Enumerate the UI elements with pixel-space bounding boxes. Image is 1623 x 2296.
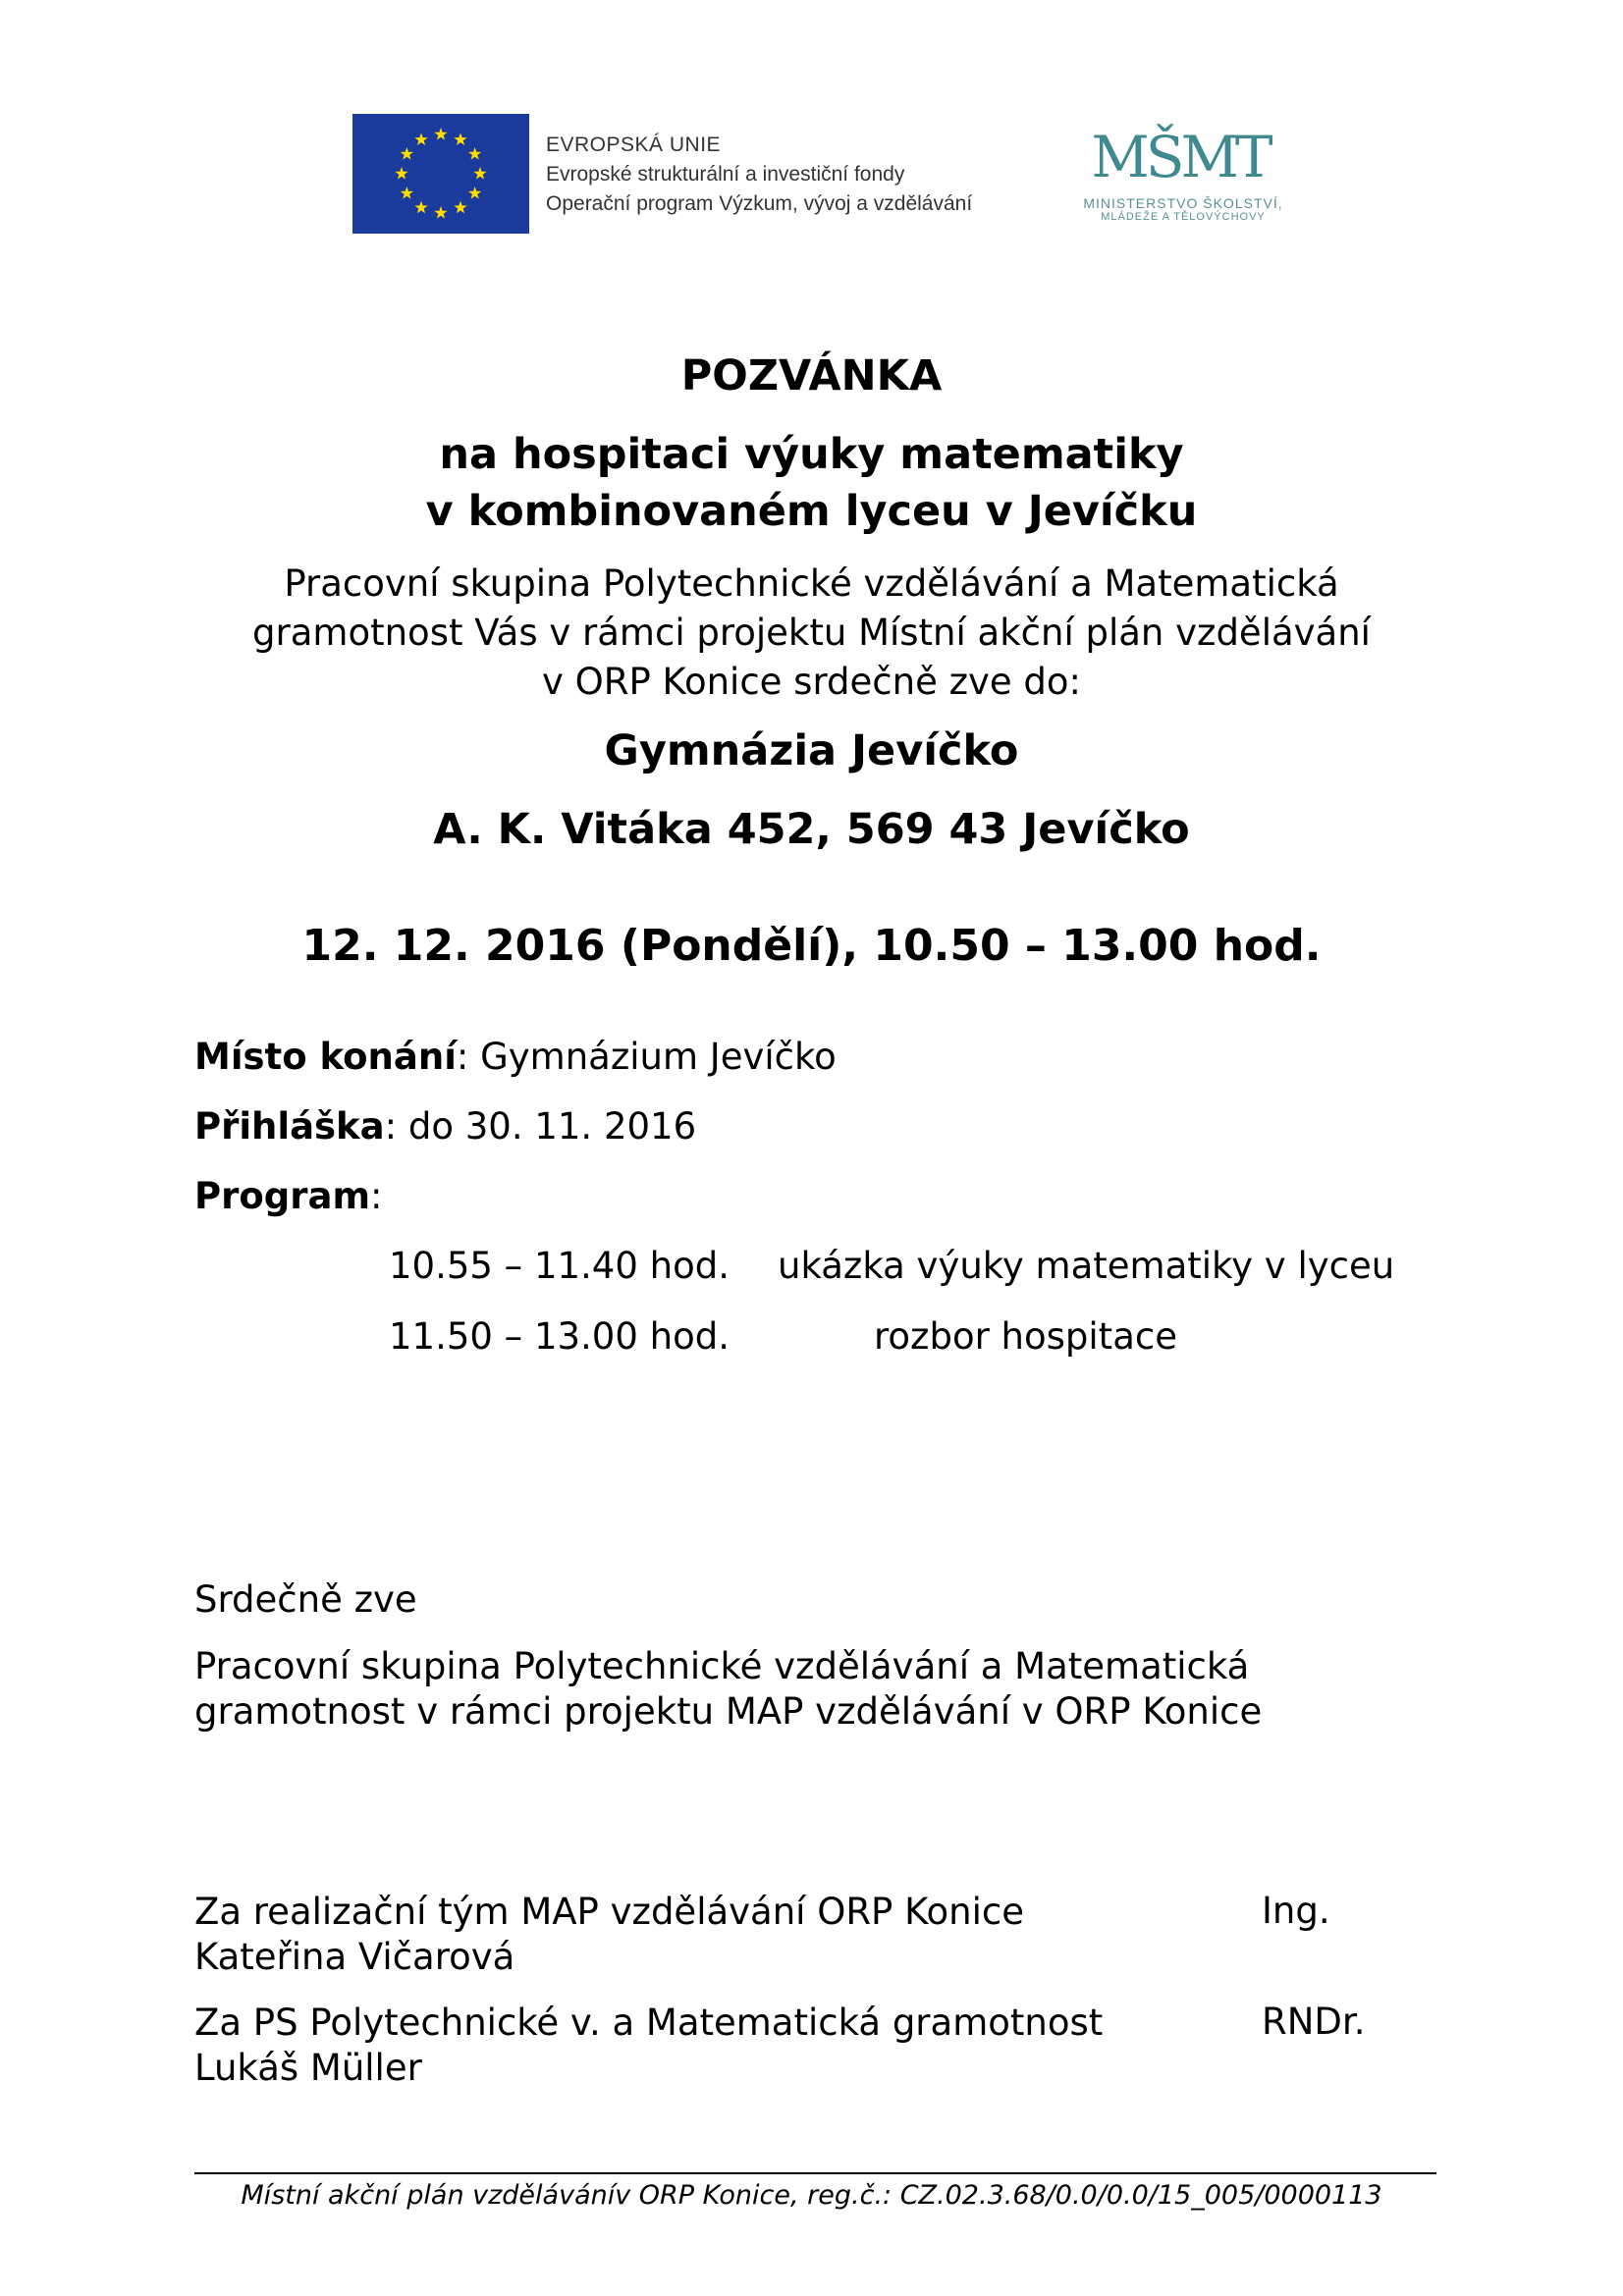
school-address: A. K. Vitáka 452, 569 43 Jevíčko — [433, 805, 1190, 854]
footer-text: Místní akční plán vzdělávánív ORP Konice, reg.č.: CZ.02.3.68/0.0/0.0/15_005/0000113 — [241, 2180, 1382, 2211]
msmt-caption — [1055, 196, 1311, 224]
subtitle — [0, 426, 1623, 540]
schedule-activity-2: rozbor hospitace — [874, 1315, 1177, 1358]
place-label: Místo konání — [194, 1036, 457, 1078]
eu-caption-line2: Evropské strukturální a investiční fondy — [546, 163, 905, 186]
subtitle-line1: na hospitaci výuky matematiky — [439, 430, 1184, 479]
signature-2-line1: Za PS Polytechnické v. a Matematická gramotnost — [194, 2002, 1104, 2044]
signature-1 — [194, 1890, 1024, 1980]
eu-flag-logo — [352, 114, 529, 234]
closing-group-line1: Pracovní skupina Polytechnické vzdělávání a Matematická — [194, 1645, 1250, 1687]
intro-paragraph — [0, 560, 1623, 707]
eu-caption-line3: Operační program Výzkum, vývoj a vzdělávání — [546, 192, 973, 215]
msmt-logo-mark — [1065, 116, 1296, 194]
registration-row — [194, 1105, 696, 1148]
signature-1-line2: Kateřina Vičarová — [194, 1936, 515, 1978]
intro-line1: Pracovní skupina Polytechnické vzdělávání a Matematická — [284, 562, 1339, 605]
schedule-time-2: 11.50 – 13.00 hod. — [389, 1315, 730, 1358]
signature-2 — [194, 2001, 1103, 2091]
intro-line3: v ORP Konice srdečně zve do: — [541, 661, 1082, 703]
eu-caption-line1: EVROPSKÁ UNIE — [546, 133, 722, 156]
eu-stars-icon — [352, 114, 529, 234]
closing-invite: Srdečně zve — [194, 1578, 417, 1621]
schedule-time-1: 10.55 – 11.40 hod. — [389, 1245, 730, 1287]
program-colon: : — [370, 1175, 383, 1217]
msmt-caption-line2: MLÁDEŽE A TĚLOVÝCHOVY — [1101, 211, 1266, 223]
schedule-activity-1: ukázka výuky matematiky v lyceu — [778, 1245, 1395, 1287]
program-label: Program — [194, 1175, 371, 1217]
signature-2-line2: Lukáš Müller — [194, 2047, 422, 2089]
place-row — [194, 1036, 837, 1078]
intro-line2: gramotnost Vás v rámci projektu Místní akční plán vzdělávání — [252, 612, 1371, 654]
registration-label: Přihláška — [194, 1105, 385, 1148]
event-date: 12. 12. 2016 (Pondělí), 10.50 – 13.00 hod. — [301, 921, 1322, 971]
msmt-caption-line1: MINISTERSTVO ŠKOLSTVÍ, — [1083, 195, 1283, 211]
eu-caption — [546, 131, 972, 219]
place-value: : Gymnázium Jevíčko — [456, 1036, 837, 1078]
subtitle-line2: v kombinovaném lyceu v Jevíčku — [425, 487, 1198, 536]
signature-1-line1: Za realizační tým MAP vzdělávání ORP Konice — [194, 1891, 1025, 1933]
page-title: POZVÁNKA — [680, 351, 943, 400]
msmt-logo-text: MŠMT — [1091, 124, 1270, 190]
registration-value: : do 30. 11. 2016 — [384, 1105, 697, 1148]
program-row — [194, 1175, 383, 1217]
closing-group-line2: gramotnost v rámci projektu MAP vzdělávání v ORP Konice — [194, 1690, 1263, 1733]
signature-1-title: Ing. — [1262, 1890, 1330, 1932]
school-name: Gymnázia Jevíčko — [604, 726, 1019, 775]
footer-divider — [194, 2172, 1436, 2174]
closing-group — [194, 1644, 1262, 1735]
signature-2-title: RNDr. — [1262, 2001, 1366, 2043]
